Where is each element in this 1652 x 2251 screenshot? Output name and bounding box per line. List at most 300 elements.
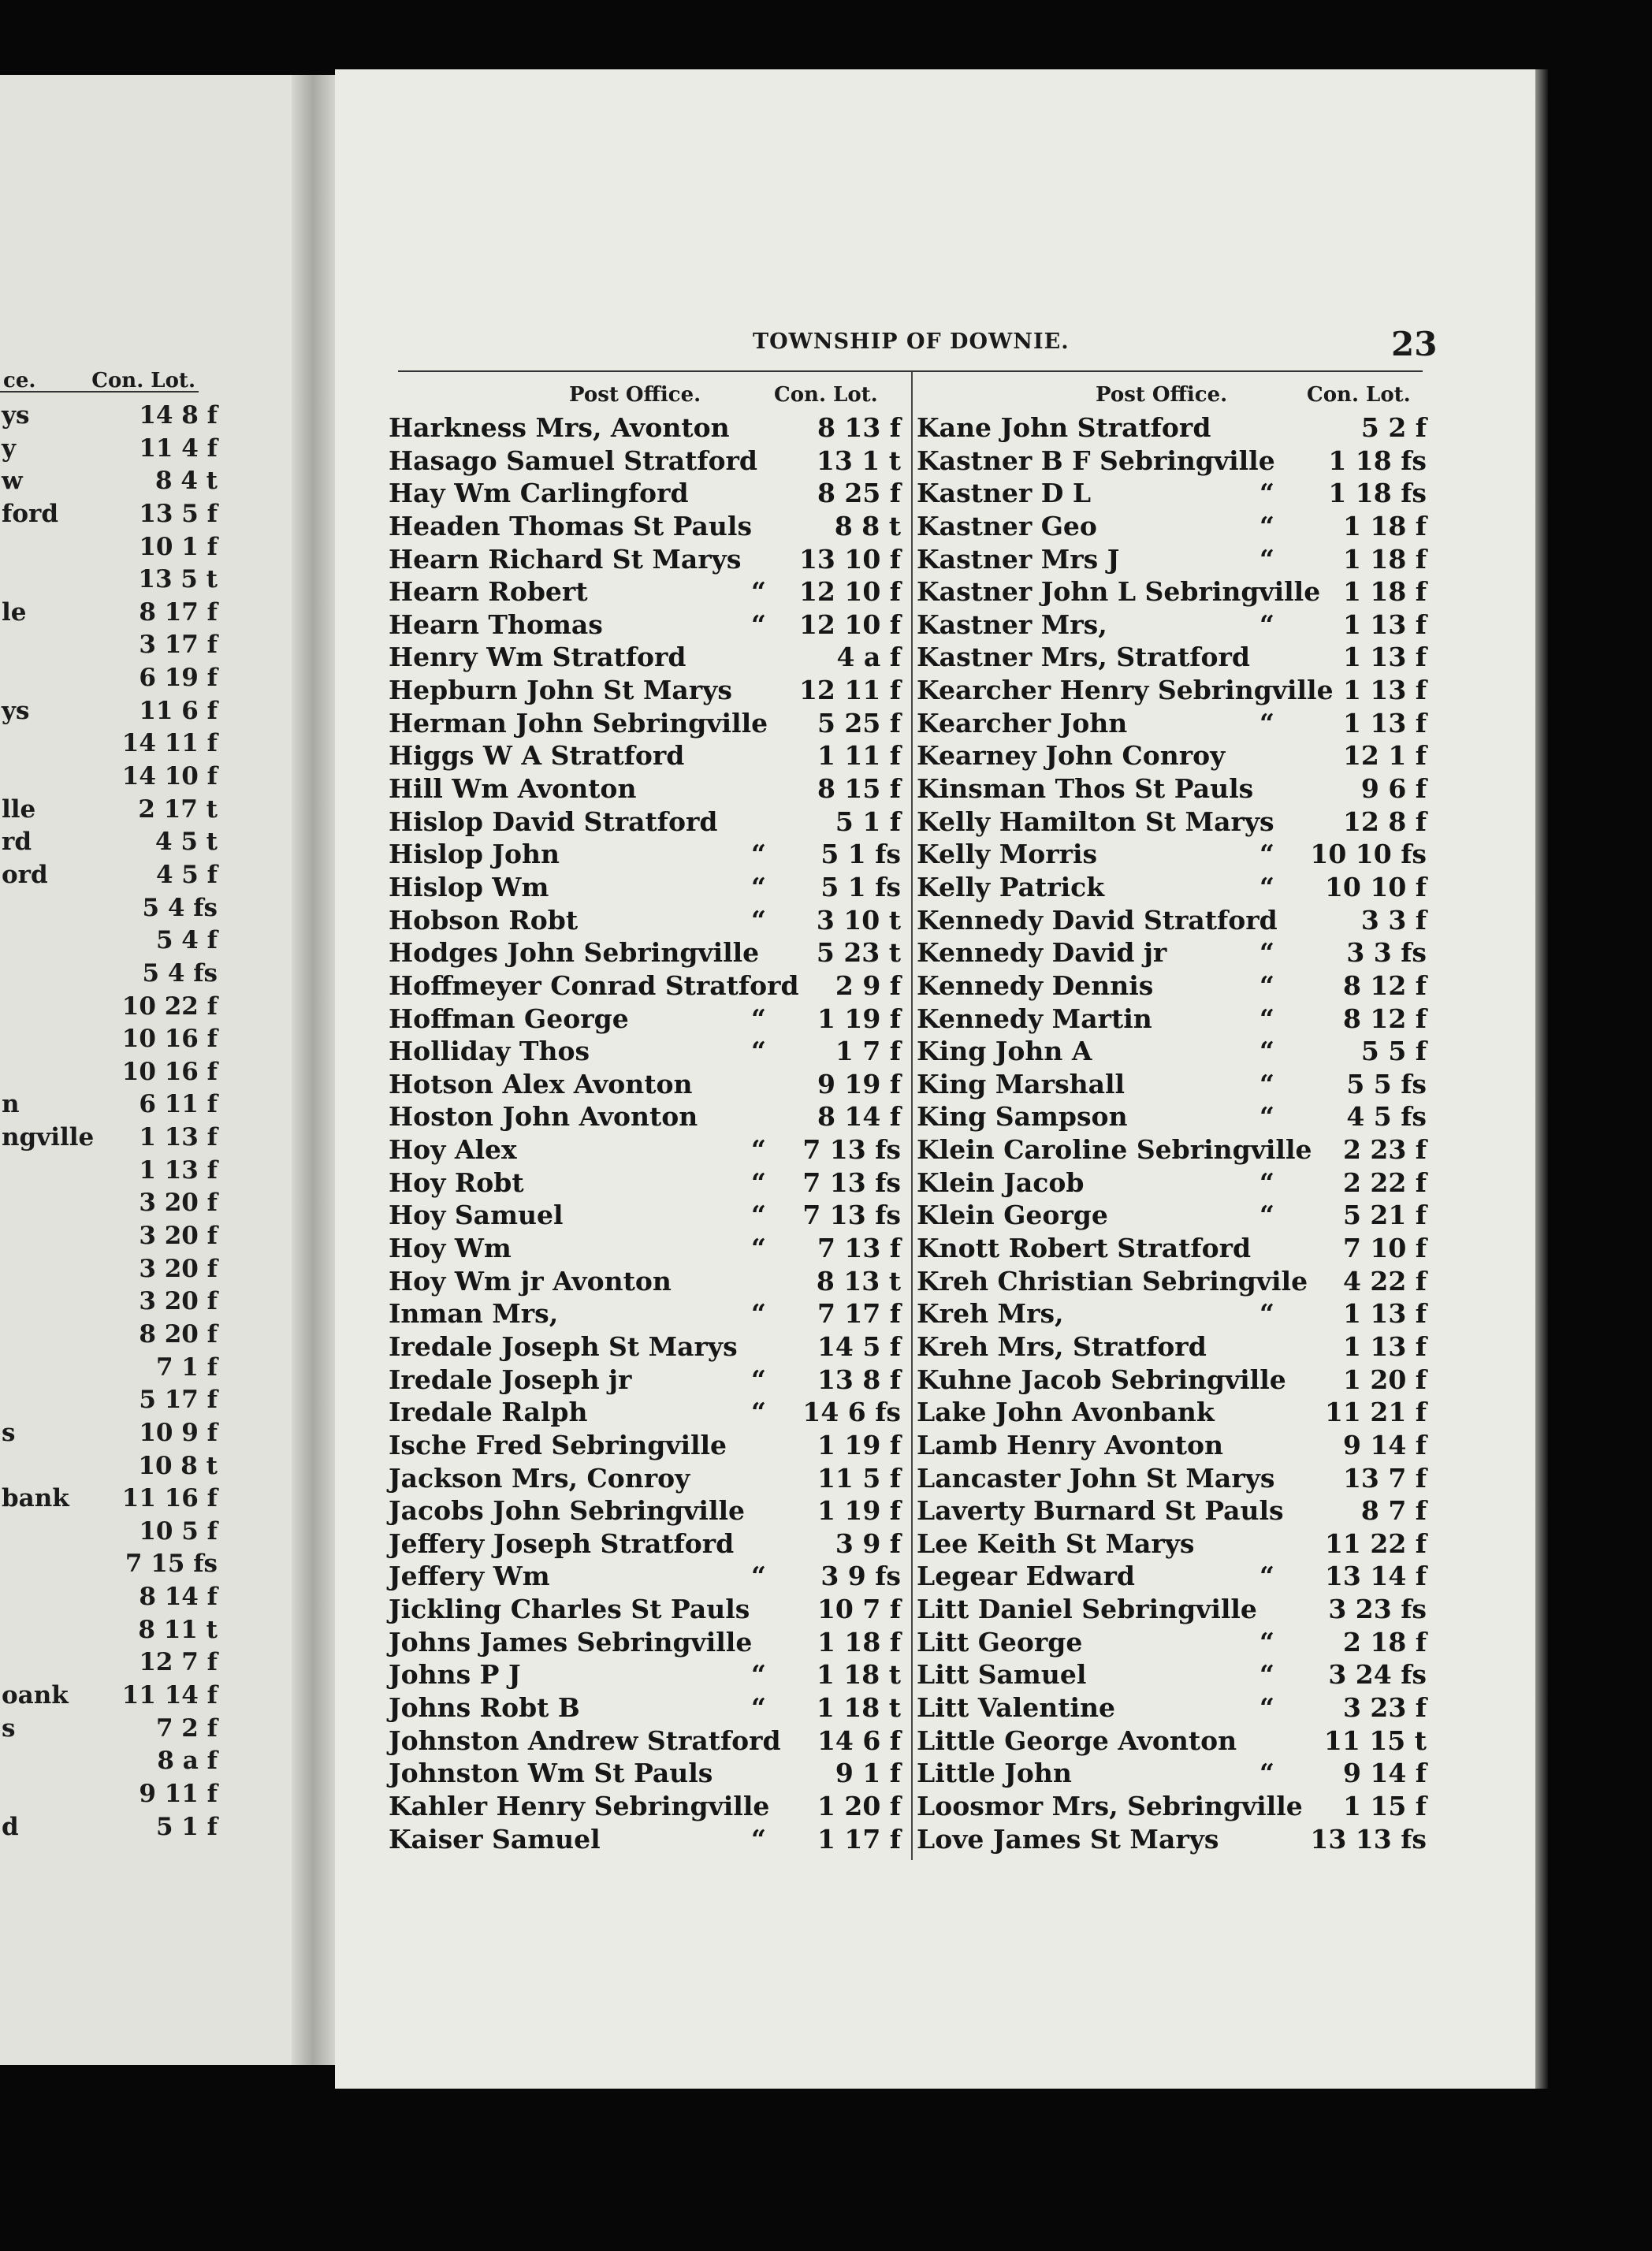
entry-con-lot: 1 11 f bbox=[817, 740, 901, 772]
left-entry-con-lot: 3 20 f bbox=[139, 1189, 218, 1218]
directory-entry bbox=[917, 1003, 1427, 1036]
ditto-mark: “ bbox=[751, 1233, 766, 1264]
directory-entry bbox=[389, 543, 901, 576]
entry-name: Herman John Sebringville bbox=[389, 707, 768, 739]
left-entry-con-lot: 5 4 f bbox=[155, 926, 218, 955]
directory-entry bbox=[389, 806, 901, 839]
left-page-entry bbox=[0, 564, 218, 597]
entry-con-lot: 1 13 f bbox=[1342, 707, 1427, 739]
entry-name: Lake John Avonbank bbox=[917, 1397, 1215, 1428]
entry-con-lot: 13 1 t bbox=[816, 445, 901, 476]
entry-name: Hill Wm Avonton bbox=[389, 773, 637, 805]
left-header-post-office: ce. bbox=[3, 369, 36, 393]
left-entry-name: bank bbox=[2, 1484, 69, 1513]
directory-entry bbox=[389, 1100, 901, 1133]
entry-name: Knott Robert Stratford bbox=[917, 1233, 1252, 1264]
entry-con-lot: 9 1 f bbox=[835, 1758, 901, 1789]
directory-entry bbox=[917, 1166, 1427, 1200]
directory-entry bbox=[917, 1396, 1427, 1429]
entry-name: Little John bbox=[917, 1758, 1072, 1789]
entry-name: Harkness Mrs, Avonton bbox=[389, 412, 730, 443]
ditto-mark: “ bbox=[1259, 1166, 1274, 1198]
entry-con-lot: 12 10 f bbox=[798, 576, 901, 608]
entry-name: Kearcher John bbox=[917, 707, 1128, 739]
entry-name: Ische Fred Sebringville bbox=[389, 1429, 727, 1460]
entry-name: Kelly Patrick bbox=[917, 871, 1105, 902]
entry-name: Johns P J bbox=[389, 1659, 521, 1691]
entry-con-lot: 1 13 f bbox=[1342, 1298, 1427, 1330]
directory-entry bbox=[389, 1003, 901, 1036]
left-entry-con-lot: 1 13 f bbox=[139, 1155, 218, 1185]
left-entry-con-lot: 6 19 f bbox=[139, 664, 218, 693]
ditto-mark: “ bbox=[1259, 1298, 1274, 1330]
directory-entry bbox=[389, 1658, 901, 1691]
directory-entry bbox=[917, 1068, 1427, 1101]
entry-con-lot: 5 1 fs bbox=[820, 871, 901, 902]
left-page-entry bbox=[0, 826, 218, 859]
entry-con-lot: 11 21 f bbox=[1324, 1397, 1427, 1428]
entry-name: Hotson Alex Avonton bbox=[389, 1068, 693, 1099]
entry-name: Hearn Robert bbox=[389, 576, 588, 608]
left-page-entry bbox=[0, 794, 218, 827]
directory-entry bbox=[389, 1330, 901, 1364]
directory-entry bbox=[917, 707, 1427, 740]
entry-con-lot: 5 1 fs bbox=[820, 839, 901, 870]
entry-name: Kastner Mrs, bbox=[917, 608, 1107, 640]
entry-name: Laverty Burnard St Pauls bbox=[917, 1495, 1284, 1527]
entry-name: Hearn Thomas bbox=[389, 608, 603, 640]
entry-con-lot: 1 20 f bbox=[1342, 1364, 1427, 1395]
entry-name: Hoffmeyer Conrad Stratford bbox=[389, 969, 799, 1001]
left-page-entry bbox=[0, 1285, 218, 1319]
left-page-entry bbox=[0, 761, 218, 794]
directory-entry bbox=[389, 477, 901, 510]
entry-name: Hearn Richard St Marys bbox=[389, 543, 742, 575]
left-entry-con-lot: 10 9 f bbox=[139, 1418, 218, 1447]
entry-name: Johnston Wm St Pauls bbox=[389, 1758, 713, 1789]
directory-column-2 bbox=[917, 411, 1427, 1855]
entry-name: Hoy Samuel bbox=[389, 1200, 564, 1231]
left-page-entry bbox=[0, 892, 218, 925]
left-entry-con-lot: 13 5 t bbox=[138, 565, 218, 594]
directory-entry bbox=[917, 1593, 1427, 1626]
left-page-entry bbox=[0, 1680, 218, 1713]
directory-entry bbox=[389, 641, 901, 674]
left-page-entry bbox=[0, 1646, 218, 1680]
directory-entry bbox=[389, 1199, 901, 1232]
directory-entry bbox=[389, 1790, 901, 1823]
directory-entry bbox=[389, 1133, 901, 1166]
entry-name: Kennedy David Stratford bbox=[917, 904, 1278, 936]
entry-con-lot: 13 7 f bbox=[1342, 1462, 1427, 1494]
entry-name: King John A bbox=[917, 1036, 1092, 1067]
ditto-mark: “ bbox=[1259, 1691, 1274, 1723]
directory-entry bbox=[389, 871, 901, 904]
left-entry-con-lot: 8 11 t bbox=[138, 1615, 218, 1644]
entry-name: Kreh Mrs, Stratford bbox=[917, 1330, 1207, 1362]
ditto-mark: “ bbox=[1259, 871, 1274, 902]
entry-con-lot: 7 13 fs bbox=[802, 1200, 901, 1231]
left-page-entry bbox=[0, 695, 218, 728]
entry-con-lot: 9 19 f bbox=[817, 1068, 901, 1099]
entry-name: Hasago Samuel Stratford bbox=[389, 445, 757, 476]
directory-entry bbox=[917, 1790, 1427, 1823]
entry-con-lot: 10 10 f bbox=[1324, 871, 1427, 902]
entry-con-lot: 14 6 fs bbox=[802, 1397, 901, 1428]
directory-entry bbox=[917, 1330, 1427, 1364]
directory-entry bbox=[917, 477, 1427, 510]
entry-con-lot: 9 14 f bbox=[1342, 1429, 1427, 1460]
entry-name: Johns James Sebringville bbox=[389, 1626, 753, 1658]
left-entry-con-lot: 2 17 t bbox=[138, 794, 218, 824]
left-page-entry bbox=[0, 1384, 218, 1417]
ditto-mark: “ bbox=[751, 904, 766, 936]
entry-name: Jacobs John Sebringville bbox=[389, 1495, 746, 1527]
directory-entry bbox=[917, 1232, 1427, 1265]
entry-con-lot: 7 10 f bbox=[1342, 1233, 1427, 1264]
directory-entry bbox=[917, 1462, 1427, 1495]
ditto-mark: “ bbox=[1259, 1068, 1274, 1099]
entry-name: Litt George bbox=[917, 1626, 1083, 1658]
entry-con-lot: 1 7 f bbox=[835, 1036, 901, 1067]
left-page-entry bbox=[0, 400, 218, 433]
entry-name: Kastner Mrs, Stratford bbox=[917, 642, 1250, 673]
directory-entry bbox=[389, 1068, 901, 1101]
ditto-mark: “ bbox=[751, 1364, 766, 1395]
entry-name: Kastner Mrs J bbox=[917, 543, 1120, 575]
entry-con-lot: 1 18 fs bbox=[1328, 478, 1427, 509]
entry-name: Kearcher Henry Sebringville bbox=[917, 675, 1334, 706]
left-entry-con-lot: 6 11 f bbox=[139, 1090, 218, 1119]
directory-entry bbox=[917, 1199, 1427, 1232]
directory-entry bbox=[917, 739, 1427, 772]
directory-entry bbox=[917, 411, 1427, 445]
entry-name: Iredale Joseph St Marys bbox=[389, 1330, 738, 1362]
entry-con-lot: 8 12 f bbox=[1342, 969, 1427, 1001]
directory-entry bbox=[389, 411, 901, 445]
directory-entry bbox=[917, 806, 1427, 839]
left-entry-con-lot: 5 1 f bbox=[155, 1812, 218, 1841]
directory-entry bbox=[917, 608, 1427, 642]
directory-entry bbox=[917, 936, 1427, 969]
left-entry-con-lot: 8 4 t bbox=[154, 467, 218, 496]
entry-name: Johns Robt B bbox=[389, 1691, 580, 1723]
entry-con-lot: 1 13 f bbox=[1342, 675, 1427, 706]
entry-con-lot: 3 10 t bbox=[816, 904, 901, 936]
left-page-entry bbox=[0, 1253, 218, 1286]
book-gutter bbox=[292, 75, 339, 2065]
ditto-mark: “ bbox=[751, 1397, 766, 1428]
running-title: TOWNSHIP OF DOWNIE. bbox=[753, 329, 1070, 354]
left-header-con-lot: Con. Lot. bbox=[91, 369, 195, 393]
left-entry-name: ys bbox=[2, 401, 30, 430]
entry-name: Love James St Marys bbox=[917, 1823, 1219, 1855]
entry-name: Hoston John Avonton bbox=[389, 1101, 698, 1133]
entry-con-lot: 7 13 fs bbox=[802, 1166, 901, 1198]
entry-name: Little George Avonton bbox=[917, 1725, 1237, 1756]
left-entry-con-lot: 11 16 f bbox=[121, 1484, 218, 1513]
entry-name: Iredale Ralph bbox=[389, 1397, 588, 1428]
entry-con-lot: 1 18 f bbox=[1342, 543, 1427, 575]
entry-con-lot: 7 13 fs bbox=[802, 1134, 901, 1166]
ditto-mark: “ bbox=[1259, 1003, 1274, 1034]
entry-con-lot: 5 5 f bbox=[1360, 1036, 1427, 1067]
entry-con-lot: 8 15 f bbox=[817, 773, 901, 805]
directory-entry bbox=[389, 1364, 901, 1397]
left-entry-name: ord bbox=[2, 860, 48, 889]
entry-con-lot: 13 13 fs bbox=[1310, 1823, 1427, 1855]
left-entry-con-lot: 12 7 f bbox=[139, 1648, 218, 1677]
ditto-mark: “ bbox=[751, 1134, 766, 1166]
entry-name: Higgs W A Stratford bbox=[389, 740, 685, 772]
entry-name: Legear Edward bbox=[917, 1561, 1136, 1592]
left-entry-con-lot: 8 a f bbox=[157, 1747, 218, 1776]
entry-name: Kreh Christian Sebringvile bbox=[917, 1265, 1308, 1297]
directory-entry bbox=[389, 1166, 901, 1200]
ditto-mark: “ bbox=[1259, 543, 1274, 575]
ditto-mark: “ bbox=[751, 1823, 766, 1855]
left-page-entry bbox=[0, 1220, 218, 1253]
directory-entry bbox=[917, 674, 1427, 707]
left-entry-con-lot: 8 17 f bbox=[139, 597, 218, 627]
left-entry-con-lot: 13 5 f bbox=[139, 499, 218, 528]
left-entry-con-lot: 14 10 f bbox=[121, 762, 218, 791]
left-page-entry bbox=[0, 1088, 218, 1122]
entry-con-lot: 1 18 f bbox=[1342, 510, 1427, 541]
directory-entry bbox=[389, 445, 901, 478]
left-page-entry bbox=[0, 465, 218, 498]
directory-entry bbox=[389, 1462, 901, 1495]
left-entry-name: d bbox=[2, 1812, 19, 1841]
left-page-entry bbox=[0, 1614, 218, 1647]
directory-entry bbox=[917, 1297, 1427, 1330]
entry-name: Kane John Stratford bbox=[917, 412, 1211, 443]
directory-entry bbox=[389, 575, 901, 608]
entry-con-lot: 1 15 f bbox=[1342, 1790, 1427, 1821]
entry-con-lot: 12 8 f bbox=[1342, 806, 1427, 837]
ditto-mark: “ bbox=[1259, 510, 1274, 541]
left-entry-name: n bbox=[2, 1090, 20, 1119]
left-entry-name: w bbox=[2, 467, 23, 496]
entry-name: Litt Valentine bbox=[917, 1691, 1115, 1723]
directory-entry bbox=[917, 1035, 1427, 1068]
left-entry-con-lot: 5 17 f bbox=[139, 1386, 218, 1415]
left-entry-con-lot: 3 20 f bbox=[139, 1254, 218, 1283]
directory-entry bbox=[389, 1035, 901, 1068]
ditto-mark: “ bbox=[1259, 969, 1274, 1001]
directory-entry bbox=[389, 608, 901, 642]
left-entry-con-lot: 11 4 f bbox=[139, 433, 218, 463]
entry-name: Hay Wm Carlingford bbox=[389, 478, 689, 509]
entry-con-lot: 11 22 f bbox=[1324, 1527, 1427, 1559]
left-entry-name: le bbox=[2, 597, 27, 627]
left-page-entry bbox=[0, 1122, 218, 1155]
left-page-entries bbox=[0, 400, 218, 1844]
left-page-entry bbox=[0, 1811, 218, 1844]
left-page-entry bbox=[0, 498, 218, 531]
ditto-mark: “ bbox=[1259, 608, 1274, 640]
entry-name: Kreh Mrs, bbox=[917, 1298, 1064, 1330]
ditto-mark: “ bbox=[1259, 1659, 1274, 1691]
directory-entry bbox=[389, 707, 901, 740]
entry-name: Hobson Robt bbox=[389, 904, 579, 936]
left-page-entry bbox=[0, 1417, 218, 1450]
entry-con-lot: 5 25 f bbox=[817, 707, 901, 739]
entry-con-lot: 1 19 f bbox=[817, 1495, 901, 1527]
directory-entry bbox=[917, 1100, 1427, 1133]
entry-name: Kennedy Martin bbox=[917, 1003, 1152, 1034]
left-page-entry bbox=[0, 1187, 218, 1220]
entry-con-lot: 8 8 t bbox=[834, 510, 901, 541]
left-page-entry bbox=[0, 597, 218, 630]
entry-name: Kelly Hamilton St Marys bbox=[917, 806, 1274, 837]
entry-name: Kastner John L Sebringville bbox=[917, 576, 1321, 608]
entry-name: Litt Daniel Sebringville bbox=[917, 1594, 1257, 1625]
entry-con-lot: 5 21 f bbox=[1342, 1200, 1427, 1231]
entry-name: Kearney John Conroy bbox=[917, 740, 1226, 772]
entry-con-lot: 1 13 f bbox=[1342, 608, 1427, 640]
left-entry-con-lot: 3 20 f bbox=[139, 1287, 218, 1316]
directory-entry bbox=[917, 1429, 1427, 1462]
left-entry-con-lot: 11 6 f bbox=[139, 696, 218, 725]
entry-name: Inman Mrs, bbox=[389, 1298, 559, 1330]
entry-name: Hislop John bbox=[389, 839, 560, 870]
left-page-entry bbox=[0, 1548, 218, 1581]
entry-con-lot: 8 14 f bbox=[817, 1101, 901, 1133]
entry-name: Kastner D L bbox=[917, 478, 1092, 509]
directory-entry bbox=[917, 1725, 1427, 1758]
ditto-mark: “ bbox=[1259, 937, 1274, 969]
entry-name: King Marshall bbox=[917, 1068, 1126, 1099]
ditto-mark: “ bbox=[751, 1561, 766, 1592]
entry-name: Jickling Charles St Pauls bbox=[389, 1594, 750, 1625]
entry-con-lot: 4 a f bbox=[836, 642, 901, 673]
entry-con-lot: 1 13 f bbox=[1342, 642, 1427, 673]
entry-name: Lamb Henry Avonton bbox=[917, 1429, 1223, 1460]
entry-name: Lancaster John St Marys bbox=[917, 1462, 1275, 1494]
left-page-entry bbox=[0, 1581, 218, 1614]
entry-con-lot: 3 3 fs bbox=[1346, 937, 1427, 969]
entry-con-lot: 8 7 f bbox=[1360, 1495, 1427, 1527]
directory-entry bbox=[917, 1757, 1427, 1790]
column-1-header-post-office: Post Office. bbox=[569, 383, 701, 407]
directory-entry bbox=[917, 641, 1427, 674]
entry-con-lot: 1 18 f bbox=[1342, 576, 1427, 608]
left-page-entry bbox=[0, 1483, 218, 1516]
directory-entry bbox=[917, 543, 1427, 576]
directory-entry bbox=[917, 510, 1427, 543]
entry-name: Kennedy David jr bbox=[917, 937, 1167, 969]
entry-name: Loosmor Mrs, Sebringville bbox=[917, 1790, 1303, 1821]
entry-con-lot: 1 13 f bbox=[1342, 1330, 1427, 1362]
entry-con-lot: 14 5 f bbox=[817, 1330, 901, 1362]
entry-con-lot: 1 18 t bbox=[816, 1659, 901, 1691]
entry-name: Klein George bbox=[917, 1200, 1108, 1231]
left-page-entry bbox=[0, 1745, 218, 1778]
entry-name: Lee Keith St Marys bbox=[917, 1527, 1195, 1559]
left-entry-con-lot: 8 14 f bbox=[139, 1583, 218, 1612]
entry-con-lot: 11 5 f bbox=[817, 1462, 901, 1494]
left-page-entry bbox=[0, 1056, 218, 1089]
ditto-mark: “ bbox=[751, 1200, 766, 1231]
left-page-entry bbox=[0, 958, 218, 991]
ditto-mark: “ bbox=[1259, 1036, 1274, 1067]
ditto-mark: “ bbox=[751, 576, 766, 608]
directory-entry bbox=[917, 1560, 1427, 1593]
entry-con-lot: 3 3 f bbox=[1360, 904, 1427, 936]
left-page-entry bbox=[0, 531, 218, 564]
column-divider bbox=[911, 372, 913, 1860]
entry-con-lot: 1 19 f bbox=[817, 1429, 901, 1460]
entry-con-lot: 10 10 fs bbox=[1310, 839, 1427, 870]
ditto-mark: “ bbox=[1259, 707, 1274, 739]
ditto-mark: “ bbox=[1259, 1626, 1274, 1658]
ditto-mark: “ bbox=[1259, 839, 1274, 870]
left-entry-con-lot: 5 4 fs bbox=[142, 958, 218, 988]
directory-entry bbox=[389, 739, 901, 772]
entry-con-lot: 12 1 f bbox=[1342, 740, 1427, 772]
entry-name: Kastner B F Sebringville bbox=[917, 445, 1275, 476]
entry-name: Hoy Wm jr Avonton bbox=[389, 1265, 672, 1297]
directory-column-1 bbox=[389, 411, 901, 1855]
ditto-mark: “ bbox=[751, 608, 766, 640]
entry-con-lot: 3 24 fs bbox=[1328, 1659, 1427, 1691]
entry-name: King Sampson bbox=[917, 1101, 1128, 1133]
left-page-entry bbox=[0, 1155, 218, 1188]
entry-con-lot: 14 6 f bbox=[817, 1725, 901, 1756]
entry-con-lot: 11 15 t bbox=[1323, 1725, 1427, 1756]
directory-entry bbox=[389, 1823, 901, 1856]
entry-name: Jackson Mrs, Conroy bbox=[389, 1462, 690, 1494]
left-entry-con-lot: 3 17 f bbox=[139, 631, 218, 660]
left-entry-con-lot: 10 5 f bbox=[139, 1516, 218, 1546]
ditto-mark: “ bbox=[751, 1036, 766, 1067]
directory-entry bbox=[389, 674, 901, 707]
directory-entry bbox=[917, 904, 1427, 937]
directory-entry bbox=[917, 1364, 1427, 1397]
left-entry-con-lot: 8 20 f bbox=[139, 1319, 218, 1349]
entry-con-lot: 3 23 fs bbox=[1328, 1594, 1427, 1625]
left-entry-con-lot: 4 5 t bbox=[154, 828, 218, 857]
left-entry-con-lot: 7 15 fs bbox=[125, 1550, 218, 1579]
left-entry-con-lot: 4 5 f bbox=[155, 860, 218, 889]
left-entry-con-lot: 7 1 f bbox=[155, 1352, 218, 1382]
entry-con-lot: 1 18 f bbox=[817, 1626, 901, 1658]
directory-entry bbox=[917, 1133, 1427, 1166]
left-entry-name: ford bbox=[2, 499, 59, 528]
ditto-mark: “ bbox=[1259, 478, 1274, 509]
left-page-entry bbox=[0, 991, 218, 1024]
entry-con-lot: 7 13 f bbox=[817, 1233, 901, 1264]
entry-name: Kennedy Dennis bbox=[917, 969, 1154, 1001]
column-2-header-post-office: Post Office. bbox=[1096, 383, 1228, 407]
entry-con-lot: 8 13 t bbox=[816, 1265, 901, 1297]
entry-con-lot: 9 14 f bbox=[1342, 1758, 1427, 1789]
entry-name: Kelly Morris bbox=[917, 839, 1098, 870]
entry-name: Kastner Geo bbox=[917, 510, 1097, 541]
left-page-entry bbox=[0, 1352, 218, 1385]
ditto-mark: “ bbox=[751, 839, 766, 870]
left-entry-con-lot: 5 4 fs bbox=[142, 893, 218, 922]
entry-con-lot: 10 7 f bbox=[817, 1594, 901, 1625]
directory-entry bbox=[917, 871, 1427, 904]
directory-entry bbox=[389, 936, 901, 969]
entry-name: Hoy Robt bbox=[389, 1166, 524, 1198]
entry-name: Klein Jacob bbox=[917, 1166, 1085, 1198]
directory-entry bbox=[389, 1757, 901, 1790]
left-page-entry bbox=[0, 1319, 218, 1352]
left-entry-con-lot: 3 20 f bbox=[139, 1222, 218, 1251]
